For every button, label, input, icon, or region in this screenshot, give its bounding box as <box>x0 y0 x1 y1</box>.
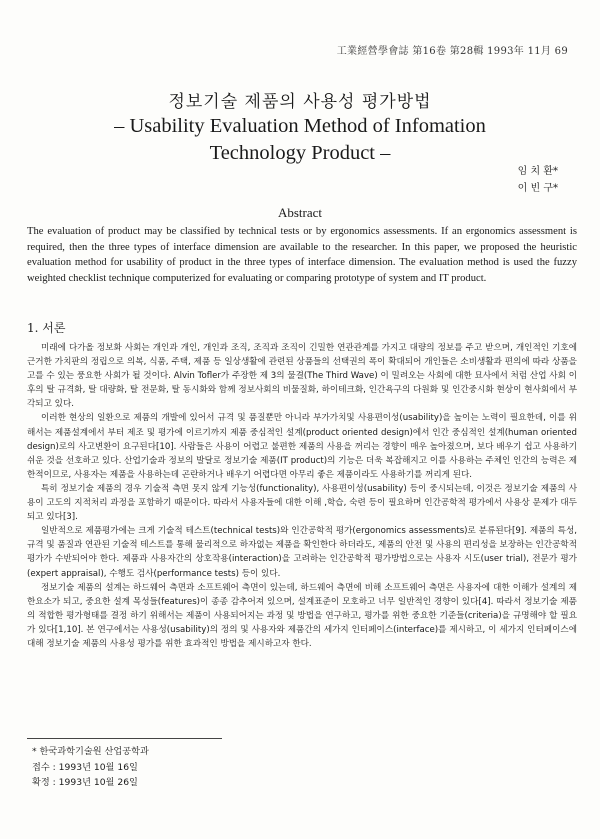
body-paragraph: 정보기술 제품의 설계는 하드웨어 측면과 소프트웨어 측면이 있는데, 하드웨어 측면에 비해 소프트웨어 측면은 사용자에 대한 이해가 설계의 제한요소가 되고, 중요한 설계 목성들(features)이 종종 감추어져 있으며, 설계표준이 모호하고 너무 일반적인 경향이 있다[4]. 따라서 정보기술 제품의 적합한 평가형태를 결정 하기 위해서는 제품이 사용되어지는 과정 및 방법을 연구하고, 평가를 위한 중요한 기준들(criteria)을 규명해야 할 필요가 있다[1,10]. 본 연구에서는 사용성(usability)의 정의 및 사용자와 제품간의 세가지 인터페이스(interface)를 제시하고, 이 세가지 인터페이스에 대해 정보기술 제품의 사용성 평가를 위한 효과적인 방법을 제시하고자 한다. <box>27 582 577 649</box>
footnotes <box>32 744 149 791</box>
author-list <box>518 163 558 197</box>
abstract-heading: Abstract <box>277 205 323 220</box>
footnote-divider <box>27 738 222 739</box>
abstract-text: The evaluation of product may be classified by technical tests or by ergonomics assessments. If an ergonomics assessment is required, then the three types of interface dimension are available to the researcher. In this paper, we proposed the heuristic evaluation method for usability of product in the three types of interface dimension. The evaluation method is used the fuzzy weighted checklist technique computerized for evaluating or comparing prototype of system and IT product. <box>27 226 577 284</box>
footnote-affiliation: * 한국과학기술원 산업공학과 <box>32 746 149 757</box>
introduction-body <box>27 341 577 651</box>
author-2: 이 빈 구* <box>517 183 558 194</box>
body-paragraph: 일반적으로 제품평가에는 크게 기술적 테스트(technical tests)와 인간공학적 평가(ergonomics assessments)로 분류된다[9]. 제품의 특성, 규격 및 품질과 연관된 기술적 테스트를 통해 물리적으로 하자없는 제품을 확인한다 하더라도, 제품의 안전 및 사용의 편리성을 보장하는 인간공학적 평가가 수반되어야 한다. 제품과 사용자간의 상호작용(interaction)을 고려하는 인간공학적 평가방법으로는 사용자 시도(user trial), 전문가 평가(expert appraisal), 수행도 검사(performance tests) 등이 있다. <box>27 526 577 579</box>
body-paragraph: 이러한 현상의 일환으로 제품의 개발에 있어서 규격 및 품질뿐만 아니라 부가가치및 사용편이성(usability)을 높이는 노력이 필요한데, 이를 위해서는 제품설계에서 부터 제조 및 평가에 이르기까지 제품 중심적인 설계(product oriented design)에서 인간 중심적인 설계(human oriented design)로의 사고변환이 요구된다[10]. 사람들은 사용이 어렵고 불편한 제품의 사용을 꺼리는 경향이 매우 높아졌으며, 보다 배우기 쉽고 사용하기 쉬운 것을 선호하고 있다. 산업기술과 정보의 발달로 정보기술 제품(IT product)의 기능은 더욱 복잡해지고 이를 사용하는 주체인 인간의 능력은 제한적이므로, 사용자는 제품을 사용하는데 곤란하거나 배우기 어렵다면 아무리 좋은 제품이라도 사용하기를 꺼리게 된다. <box>27 413 577 480</box>
title-english-line-2: Technology Product – <box>209 142 391 164</box>
section-heading-introduction: 1. 서론 <box>27 321 66 335</box>
footnote-accepted-date: 확정 : 1993년 10월 26일 <box>32 777 138 788</box>
journal-header: 工業經營學會誌 第16卷 第28輯 1993年 11月 69 <box>336 46 568 57</box>
body-paragraph: 미래에 다가올 정보화 사회는 개인과 개인, 개인과 조직, 조직과 조직이 긴밀한 연관관계를 가지고 대량의 정보를 주고 받으며, 개인적인 기호에 근거한 가치판의 정립으로 의복, 식품, 주택, 제품 등 일상생활에 관련된 상품들의 선택권의 폭이 확대되어 개인들은 소비생활과 편의에 따라 상품을 고를 수 있는 풍요한 사회가 될 것이다. Alvin Tofler가 주장한 제 3의 물결(The Third Wave) 이 밀려오는 사회에 대한 묘사에서 처럼 산업 사회 이후의 탈 규격화, 탈 대량화, 탈 전문화, 탈 동시화와 함께 정보사회의 비물질화, 하이테크화, 인간욕구의 다원화 및 인간중시화 현상이 현사회에서 부각되고 있다. <box>27 343 577 410</box>
paper-title-english <box>0 113 600 167</box>
title-english-line-1: – Usability Evaluation Method of Infomation <box>114 115 486 137</box>
paper-title-korean: 정보기술 제품의 사용성 평가방법 <box>168 92 432 112</box>
footnote-received-date: 접수 : 1993년 10월 16일 <box>32 761 138 773</box>
author-1: 임 치 환* <box>517 166 558 177</box>
body-paragraph: 특히 정보기술 제품의 경우 기술적 측면 못지 않게 기능성(functionality), 사용편이성(usability) 등이 중시되는데, 이것은 정보기술 제품의 사용이 고도의 지적처리 과정을 포함하기 때문이다. 따라서 사용자들에 대한 이해 ,학습, 숙련 등이 필요하며 인간공학적 평가에서 사용상 문제가 대두되고 있다[3]. <box>27 483 577 523</box>
